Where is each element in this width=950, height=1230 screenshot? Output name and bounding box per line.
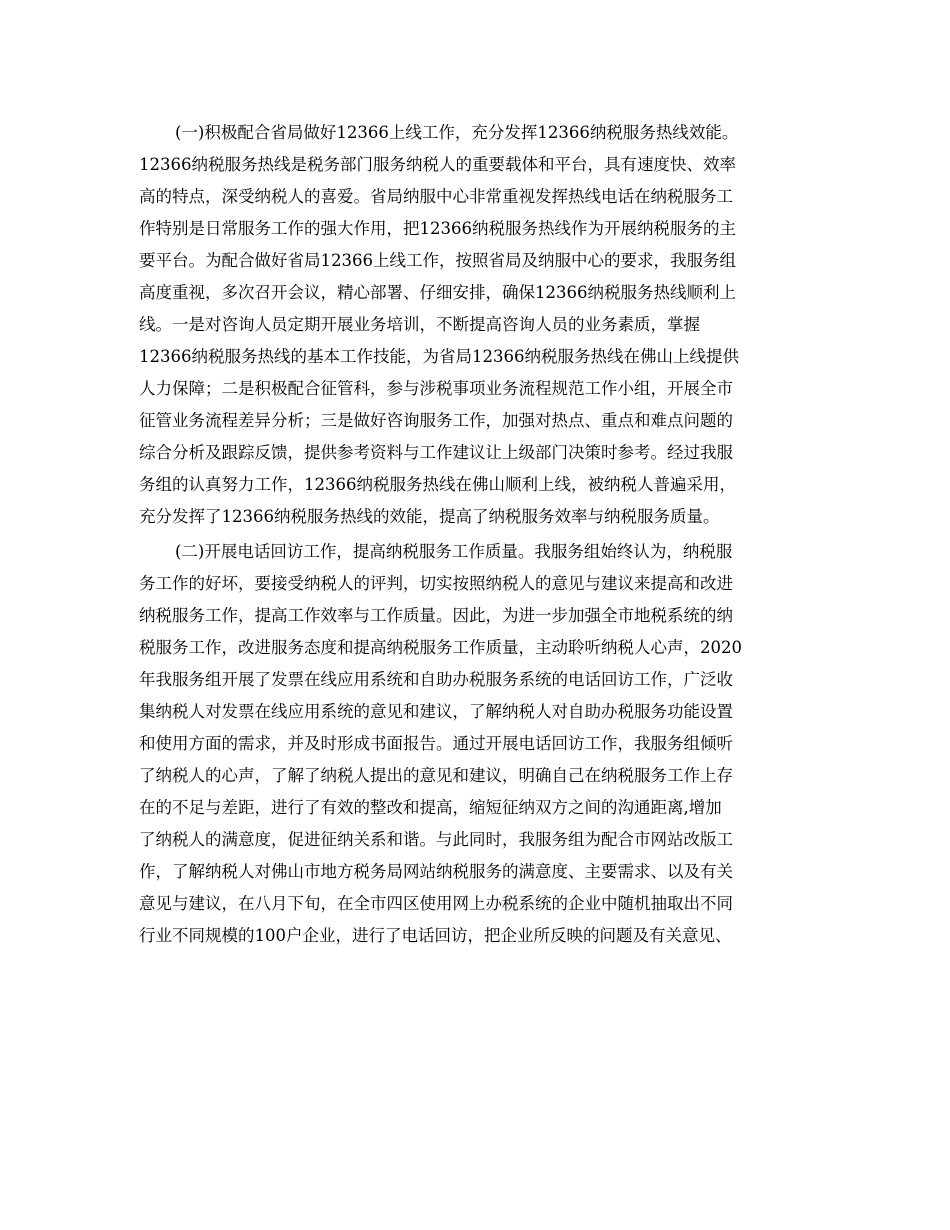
text-line: 务工作的好坏，要接受纳税人的评判，切实按照纳税人的意见与建议来提高和改进	[139, 574, 733, 593]
body-text	[139, 120, 819, 955]
text-line: 综合分析及跟踪反馈，提供参考资料与工作建议让上级部门决策时参考。经过我服	[139, 443, 733, 462]
text-line: 务组的认真努力工作，12366纳税服务热线在佛山顺利上线，被纳税人普遍采用，	[139, 475, 736, 494]
text-line: 行业不同规模的100户企业，进行了电话回访，把企业所反映的问题及有关意见、	[139, 926, 732, 945]
text-line: 人力保障；二是积极配合征管科，参与涉税事项业务流程规范工作小组，开展全市	[139, 379, 733, 398]
text-line: 意见与建议，在八月下旬，在全市四区使用网上办税系统的企业中随机抽取出不同	[139, 894, 733, 913]
paragraph-2-heading-line: (二)开展电话回访工作，提高纳税服务工作质量。我服务组始终认为，纳税服	[175, 542, 733, 561]
text-line: 要平台。为配合做好省局12366上线工作，按照省局及纳服中心的要求，我服务组	[139, 251, 736, 270]
text-line: 充分发挥了12366纳税服务热线的效能，提高了纳税服务效率与纳税服务质量。	[139, 507, 720, 526]
text-line: 税服务工作，改进服务态度和提高纳税服务工作质量，主动聆听纳税人心声，2020	[139, 638, 742, 657]
text-line: 作，了解纳税人对佛山市地方税务局网站纳税服务的满意度、主要需求、以及有关	[139, 862, 733, 881]
text-line: 在的不足与差距，进行了有效的整改和提高，缩短征纳双方之间的沟通距离,增加	[139, 798, 722, 817]
text-line: 高的特点，深受纳税人的喜爱。省局纳服中心非常重视发挥热线电话在纳税服务工	[139, 187, 733, 206]
text-line: 12366纳税服务热线的基本工作技能，为省局12366纳税服务热线在佛山上线提供	[139, 347, 739, 366]
text-line: 纳税服务工作，提高工作效率与工作质量。因此，为进一步加强全市地税系统的纳	[139, 606, 733, 625]
text-line: 12366纳税服务热线是税务部门服务纳税人的重要载体和平台，具有速度快、效率	[139, 155, 736, 174]
text-line: 高度重视，多次召开会议，精心部署、仔细安排，确保12366纳税服务热线顺利上	[139, 283, 736, 302]
text-line: 了纳税人的满意度，促进征纳关系和谐。与此同时，我服务组为配合市网站改版工	[139, 830, 733, 849]
text-line: 集纳税人对发票在线应用系统的意见和建议，了解纳税人对自助办税服务功能设置	[139, 702, 733, 721]
text-line: 了纳税人的心声，了解了纳税人提出的意见和建议，明确自己在纳税服务工作上存	[139, 766, 733, 785]
text-line: 和使用方面的需求，并及时形成书面报告。通过开展电话回访工作，我服务组倾听	[139, 734, 733, 753]
text-line: 作特别是日常服务工作的强大作用，把12366纳税服务热线作为开展纳税服务的主	[139, 219, 736, 238]
text-line: 年我服务组开展了发票在线应用系统和自助办税服务系统的电话回访工作，广泛收	[139, 670, 733, 689]
text-line: 线。一是对咨询人员定期开展业务培训，不断提高咨询人员的业务素质，掌握	[139, 315, 700, 334]
text-line: 征管业务流程差异分析；三是做好咨询服务工作，加强对热点、重点和难点问题的	[139, 411, 733, 430]
paragraph-1-heading-line: (一)积极配合省局做好12366上线工作，充分发挥12366纳税服务热线效能。	[175, 123, 739, 142]
